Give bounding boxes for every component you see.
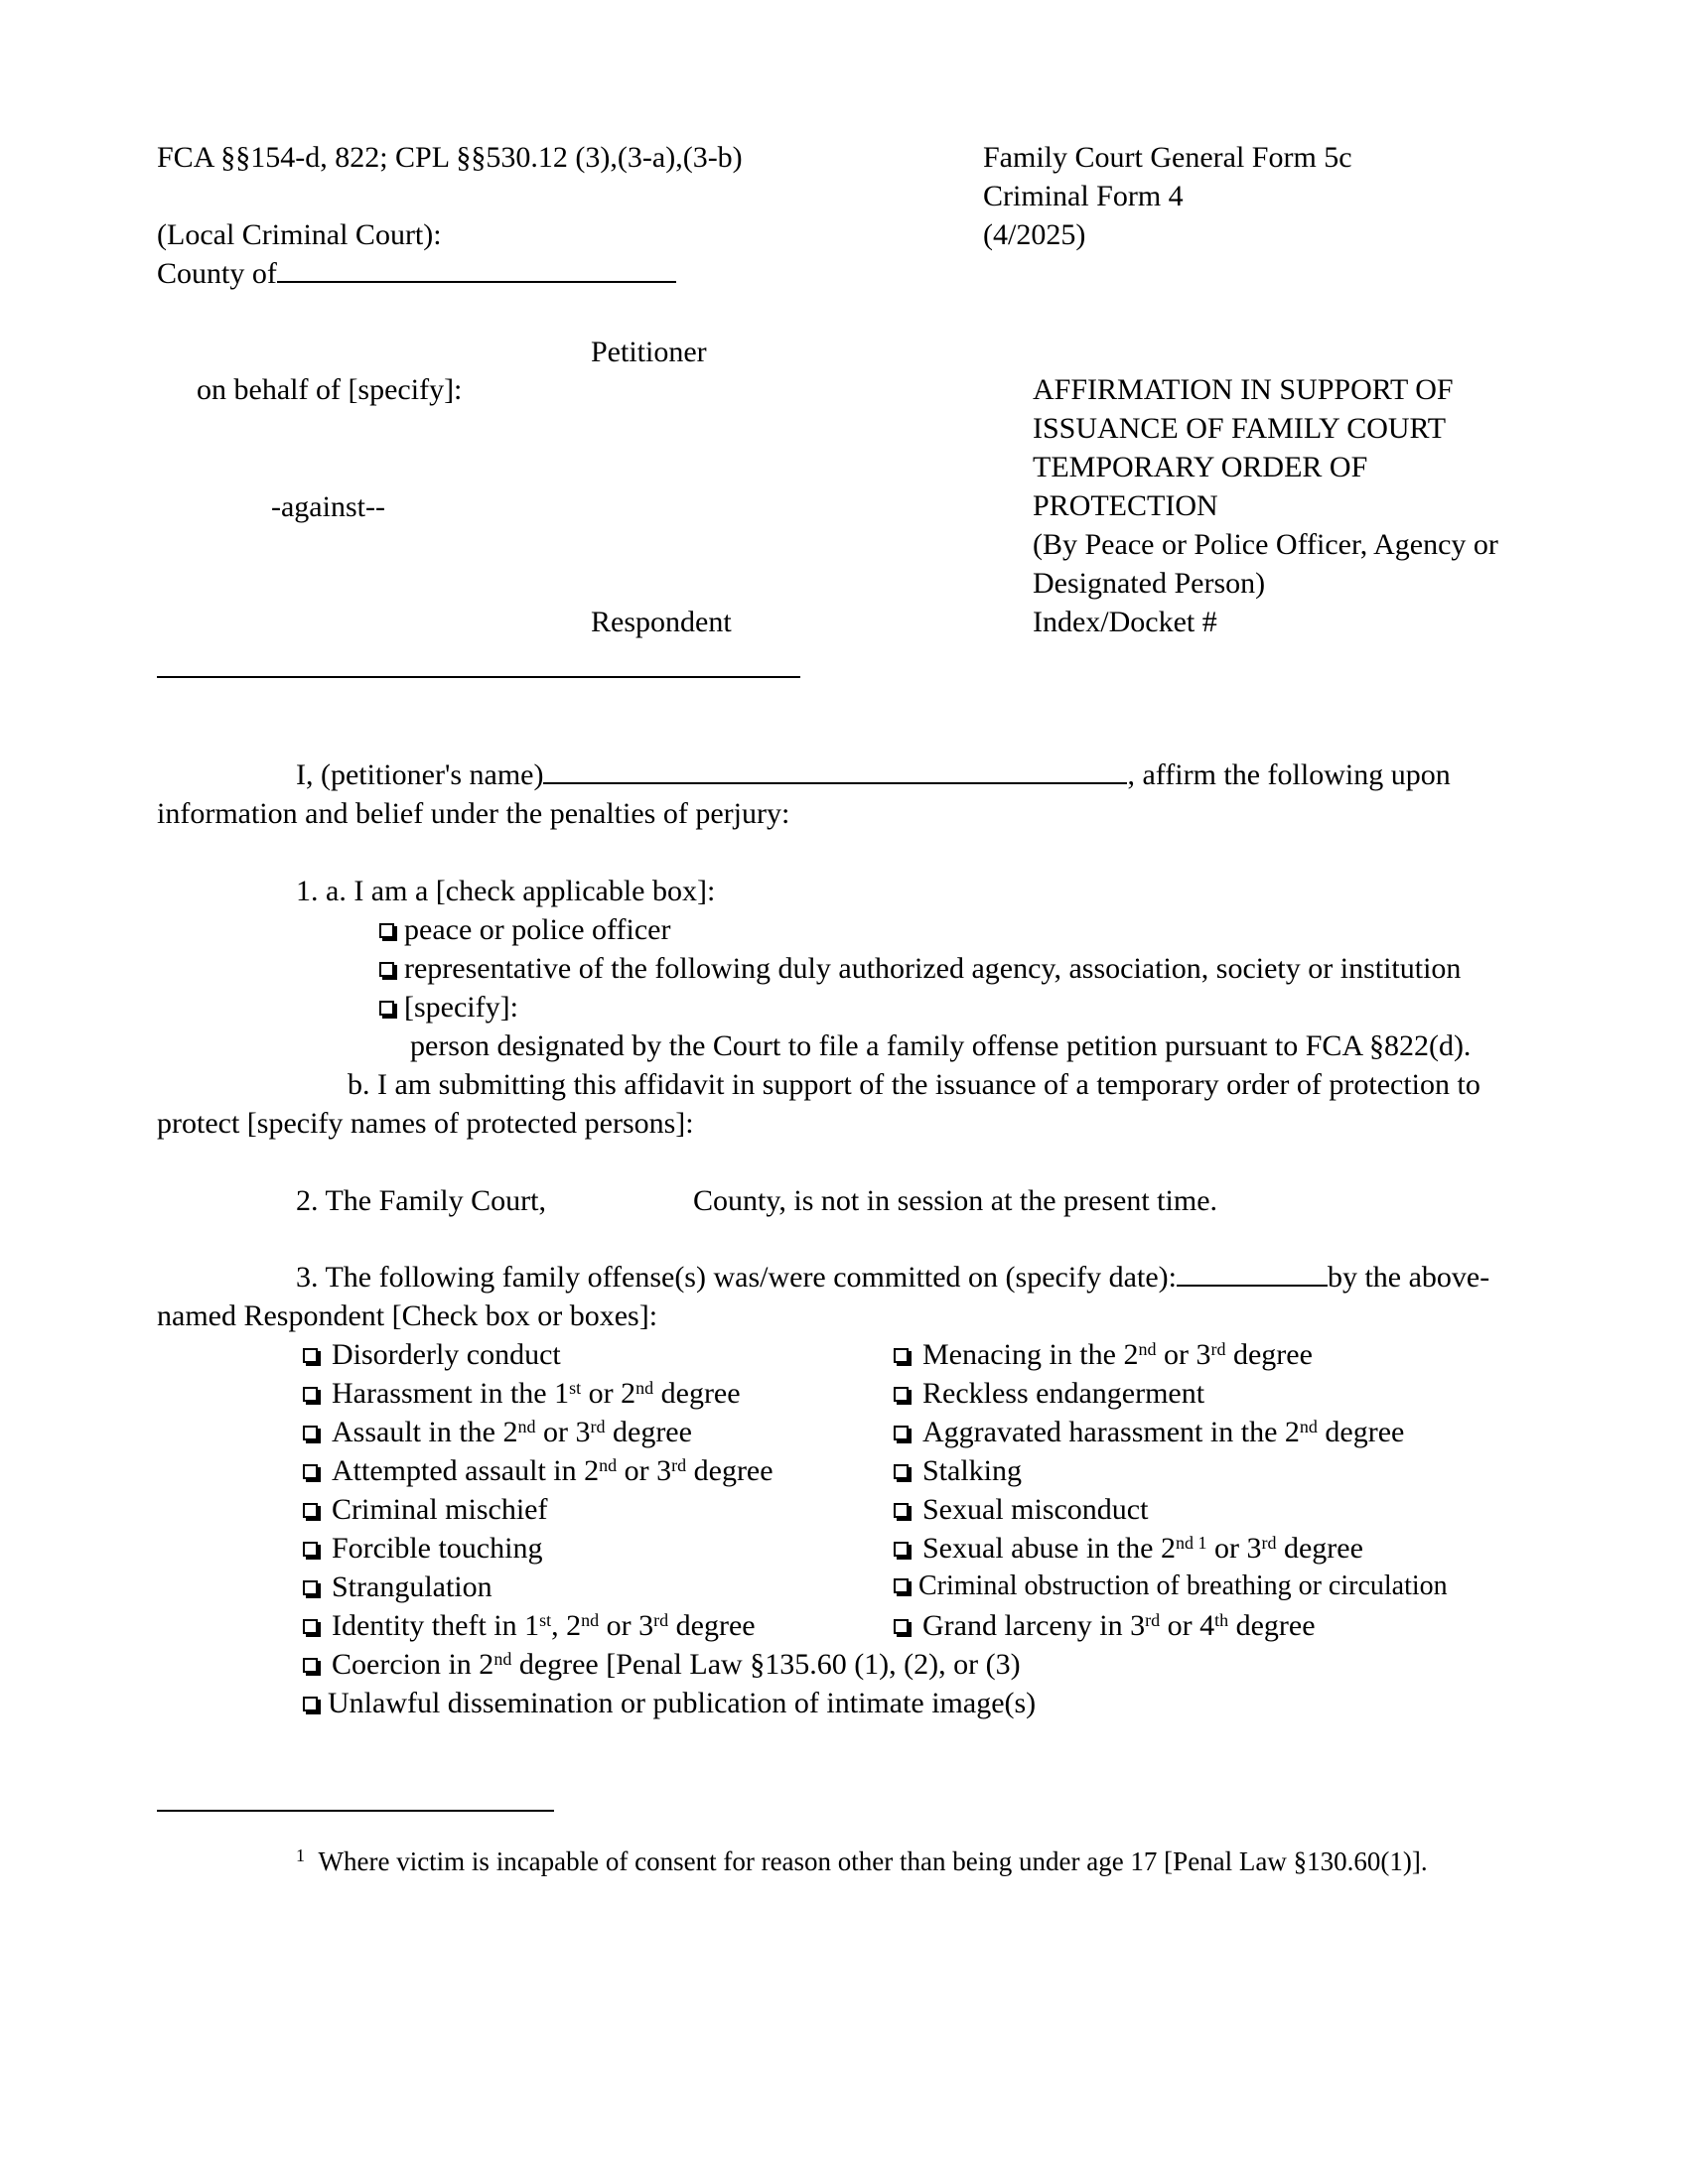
checkbox[interactable] xyxy=(894,1542,909,1557)
intro-prefix: I, (petitioner's name) xyxy=(296,758,544,791)
checkbox[interactable] xyxy=(303,1697,318,1711)
offense-assault[interactable]: Assault in the 2nd or 3rd degree xyxy=(303,1418,692,1447)
offense-stalking[interactable]: Stalking xyxy=(894,1456,1022,1486)
offense-unlawful-dissemination[interactable]: Unlawful dissemination or publication of intimate image(s) xyxy=(303,1689,1036,1718)
option-officer[interactable]: peace or police officer xyxy=(379,915,670,945)
item-3: 3. The following family offense(s) was/were committed on (specify date): by the above- xyxy=(296,1261,1490,1294)
checkbox[interactable] xyxy=(303,1619,318,1634)
offense-criminal-mischief[interactable]: Criminal mischief xyxy=(303,1495,547,1525)
intro-suffix: , affirm the following upon xyxy=(1127,758,1451,791)
offense-sexual-abuse[interactable]: Sexual abuse in the 2nd $^1$ or 3rd degree xyxy=(894,1534,1363,1564)
offense-date-input[interactable] xyxy=(1177,1285,1328,1287)
county-label: County of xyxy=(157,257,277,290)
index-docket-label: Index/Docket # xyxy=(1033,606,1217,638)
on-behalf-label: on behalf of [specify]: xyxy=(197,373,463,406)
footnote-ref: 1 xyxy=(1197,1533,1207,1553)
offense-identity-theft[interactable]: Identity theft in 1st, 2nd or 3rd degree xyxy=(303,1611,756,1641)
item-2-a: 2. The Family Court, xyxy=(296,1184,546,1217)
checkbox[interactable] xyxy=(303,1503,318,1518)
checkbox[interactable] xyxy=(894,1578,909,1593)
intro-line xyxy=(296,760,1451,790)
item-1a: 1. a. I am a [check applicable box]: xyxy=(296,875,716,907)
local-court-label: (Local Criminal Court): xyxy=(157,218,442,251)
checkbox[interactable] xyxy=(303,1426,318,1440)
checkbox[interactable] xyxy=(894,1464,909,1479)
checkbox[interactable] xyxy=(894,1387,909,1402)
checkbox[interactable] xyxy=(894,1348,909,1363)
offense-sexual-misconduct[interactable]: Sexual misconduct xyxy=(894,1495,1148,1525)
footnote-text: Where victim is incapable of consent for reason other than being under age 17 [Penal Law §130.60(1)]. xyxy=(318,1846,1428,1876)
petitioner-name-input[interactable] xyxy=(543,782,1127,784)
offense-reckless-endangerment[interactable]: Reckless endangerment xyxy=(894,1379,1204,1409)
offense-grand-larceny[interactable]: Grand larceny in 3rd or 4th degree xyxy=(894,1611,1316,1641)
offense-harassment[interactable]: Harassment in the 1st or 2nd degree xyxy=(303,1379,741,1409)
footnote-marker: 1 xyxy=(296,1845,305,1865)
title-line-2: ISSUANCE OF FAMILY COURT xyxy=(1033,412,1447,445)
county-field[interactable] xyxy=(157,259,676,289)
offense-attempted-assault[interactable]: Attempted assault in 2nd or 3rd degree xyxy=(303,1456,774,1486)
checkbox[interactable] xyxy=(303,1387,318,1402)
item-3-cont: named Respondent [Check box or boxes]: xyxy=(157,1299,658,1332)
checkbox[interactable] xyxy=(303,1580,318,1595)
offense-disorderly-conduct[interactable]: Disorderly conduct xyxy=(303,1340,561,1370)
item-1b-cont: protect [specify names of protected persons]: xyxy=(157,1107,694,1140)
checkbox[interactable] xyxy=(894,1619,909,1634)
petitioner-label: Petitioner xyxy=(591,336,707,368)
county-input-line[interactable] xyxy=(277,281,676,283)
title-line-4: PROTECTION xyxy=(1033,489,1218,522)
intro-line-2: information and belief under the penalties of perjury: xyxy=(157,797,790,830)
item-1b: b. I am submitting this affidavit in support of the issuance of a temporary order of protection to xyxy=(348,1068,1480,1101)
checkbox[interactable] xyxy=(303,1464,318,1479)
title-line-3: TEMPORARY ORDER OF xyxy=(1033,451,1368,483)
checkbox[interactable] xyxy=(894,1426,909,1440)
checkbox[interactable] xyxy=(379,923,394,938)
option-designated: person designated by the Court to file a family offense petition pursuant to FCA §822(d). xyxy=(410,1029,1472,1062)
offense-menacing[interactable]: Menacing in the 2nd or 3rd degree xyxy=(894,1340,1313,1370)
checkbox[interactable] xyxy=(303,1348,318,1363)
offense-coercion[interactable]: Coercion in 2nd degree [Penal Law §135.60 (1), (2), or (3) xyxy=(303,1650,1021,1680)
checkbox[interactable] xyxy=(303,1542,318,1557)
statute-citation: FCA §§154-d, 822; CPL §§530.12 (3),(3-a),(3-b) xyxy=(157,141,743,174)
option-agency[interactable]: representative of the following duly authorized agency, association, society or institution xyxy=(379,954,1461,984)
offense-strangulation[interactable]: Strangulation xyxy=(303,1572,492,1602)
title-line-5: (By Peace or Police Officer, Agency or xyxy=(1033,528,1498,561)
title-line-6: Designated Person) xyxy=(1033,567,1266,600)
criminal-form: Criminal Form 4 xyxy=(983,180,1184,212)
offense-forcible-touching[interactable]: Forcible touching xyxy=(303,1534,542,1564)
footnote xyxy=(296,1845,1428,1876)
option-specify[interactable]: [specify]: xyxy=(379,993,518,1023)
against-label: -against-- xyxy=(271,490,385,523)
caption-divider xyxy=(157,676,800,678)
form-date: (4/2025) xyxy=(983,218,1086,251)
checkbox[interactable] xyxy=(379,1001,394,1016)
checkbox[interactable] xyxy=(379,962,394,977)
item-2-b: County, is not in session at the present time. xyxy=(693,1184,1218,1217)
checkbox[interactable] xyxy=(894,1503,909,1518)
offense-criminal-obstruction[interactable]: Criminal obstruction of breathing or circulation xyxy=(894,1572,1448,1600)
title-line-1: AFFIRMATION IN SUPPORT OF xyxy=(1033,373,1454,406)
checkbox[interactable] xyxy=(303,1658,318,1673)
footnote-divider xyxy=(157,1810,554,1812)
offense-aggravated-harassment[interactable]: Aggravated harassment in the 2nd degree xyxy=(894,1418,1404,1447)
form-name: Family Court General Form 5c xyxy=(983,141,1352,174)
respondent-label: Respondent xyxy=(591,606,732,638)
